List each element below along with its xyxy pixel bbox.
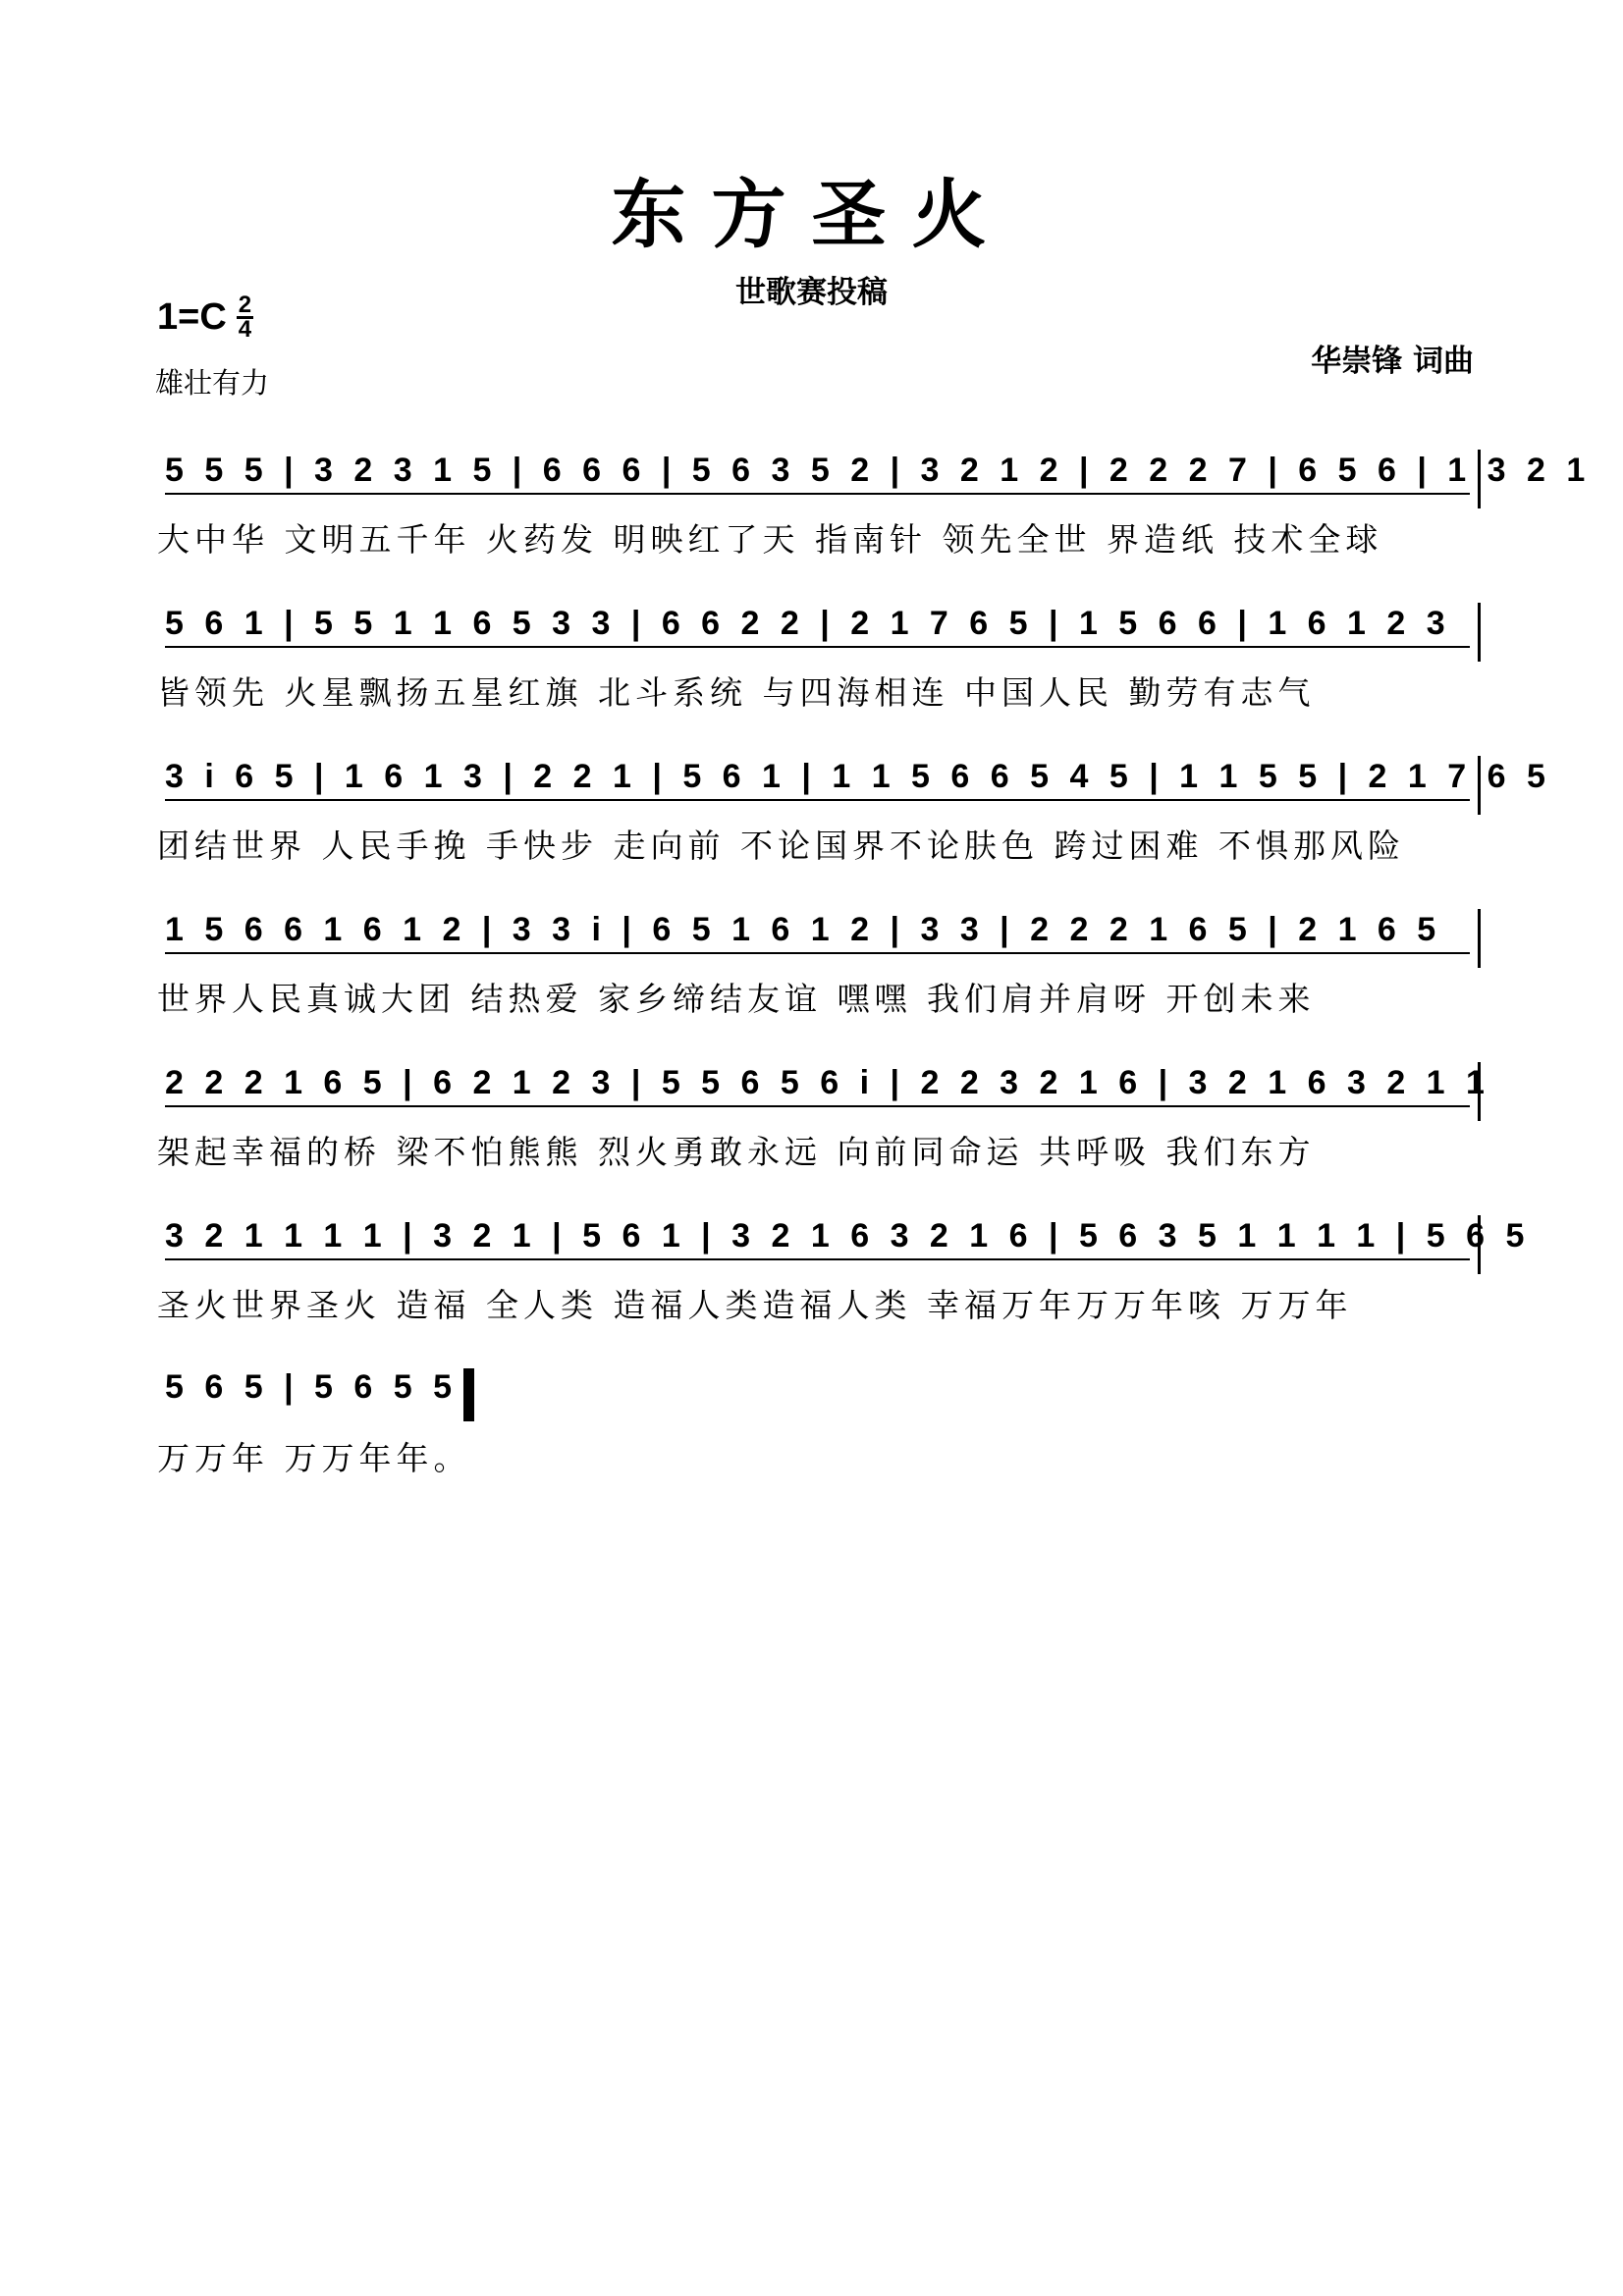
notation-line xyxy=(157,1215,1531,1274)
beam-line xyxy=(165,493,1470,495)
tempo-marking: 雄壮有力 xyxy=(155,366,270,400)
composer-credit: 华崇锋 词曲 xyxy=(1311,344,1474,379)
notation-text: 3 i 6 5 | 1 6 1 3 | 2 2 1 | 5 6 1 | 1 1 5 6 6 5 4 5 | 1 1 5 5 | 2 1 7 6 5 xyxy=(165,758,1551,795)
score-system-2 xyxy=(157,603,1481,714)
notation-text: 2 2 2 1 6 5 | 6 2 1 2 3 | 5 5 6 5 6 i | 2 2 3 2 1 6 | 3 2 1 6 3 2 1 1 xyxy=(165,1064,1490,1101)
score-system-3 xyxy=(157,756,1551,867)
notation-line xyxy=(157,450,1592,508)
notation-text: 5 6 5 | 5 6 5 5 xyxy=(165,1368,459,1406)
notation-text: 1 5 6 6 1 6 1 2 | 3 3 i | 6 5 1 6 1 2 | 3 3 | 2 2 2 1 6 5 | 2 1 6 5 xyxy=(165,911,1442,948)
key-signature xyxy=(157,294,253,341)
song-title: 东方圣火 xyxy=(611,171,1012,258)
notation-text: 5 5 5 | 3 2 3 1 5 | 6 6 6 | 5 6 3 5 2 | 3 2 1 2 | 2 2 2 7 | 6 5 6 | 1 3 2 1 xyxy=(165,452,1592,489)
key-label: 1=C xyxy=(157,296,227,338)
beam-line xyxy=(165,1105,1470,1107)
score-system-1 xyxy=(157,450,1592,561)
notation-line xyxy=(157,1368,471,1427)
beam-line xyxy=(165,1258,1470,1260)
beam-line xyxy=(165,799,1470,801)
score-system-7 xyxy=(157,1368,471,1479)
notation-line xyxy=(157,909,1481,968)
beam-line xyxy=(165,952,1470,954)
notation-text: 5 6 1 | 5 5 1 1 6 5 3 3 | 6 6 2 2 | 2 1 7 6 5 | 1 5 6 6 | 1 6 1 2 3 xyxy=(165,605,1451,642)
notation-line xyxy=(157,1062,1490,1121)
lyrics-line: 皆领先 火星飘扬五星红旗 北斗系统 与四海相连 中国人民 勤劳有志气 xyxy=(157,673,1316,712)
score-system-6 xyxy=(157,1215,1531,1326)
lyrics-line: 大中华 文明五千年 火药发 明映红了天 指南针 领先全世 界造纸 技术全球 xyxy=(157,520,1383,559)
score-system-4 xyxy=(157,909,1481,1020)
beam-line xyxy=(165,646,1470,648)
lyrics-line: 世界人民真诚大团 结热爱 家乡缔结友谊 嘿嘿 我们肩并肩呀 开创未来 xyxy=(157,980,1316,1018)
notation-line xyxy=(157,756,1551,815)
time-signature xyxy=(237,294,253,341)
lyrics-line: 圣火世界圣火 造福 全人类 造福人类造福人类 幸福万年万万年咳 万万年 xyxy=(157,1286,1353,1324)
notation-line xyxy=(157,603,1481,662)
time-signature-top: 2 xyxy=(238,292,252,318)
lyrics-line: 架起幸福的桥 梁不怕熊熊 烈火勇敢永远 向前同命运 共呼吸 我们东方 xyxy=(157,1133,1316,1171)
lyrics-line: 万万年 万万年年。 xyxy=(157,1439,471,1477)
lyrics-line: 团结世界 人民手挽 手快步 走向前 不论国界不论肤色 跨过困难 不惧那风险 xyxy=(157,827,1405,865)
notation-text: 3 2 1 1 1 1 | 3 2 1 | 5 6 1 | 3 2 1 6 3 2 1 6 | 5 6 3 5 1 1 1 1 | 5 6 5 xyxy=(165,1217,1531,1255)
song-subtitle: 世歌赛投稿 xyxy=(735,275,888,310)
final-barline xyxy=(463,1368,474,1421)
score-system-5 xyxy=(157,1062,1490,1173)
time-signature-bottom: 4 xyxy=(238,316,252,343)
